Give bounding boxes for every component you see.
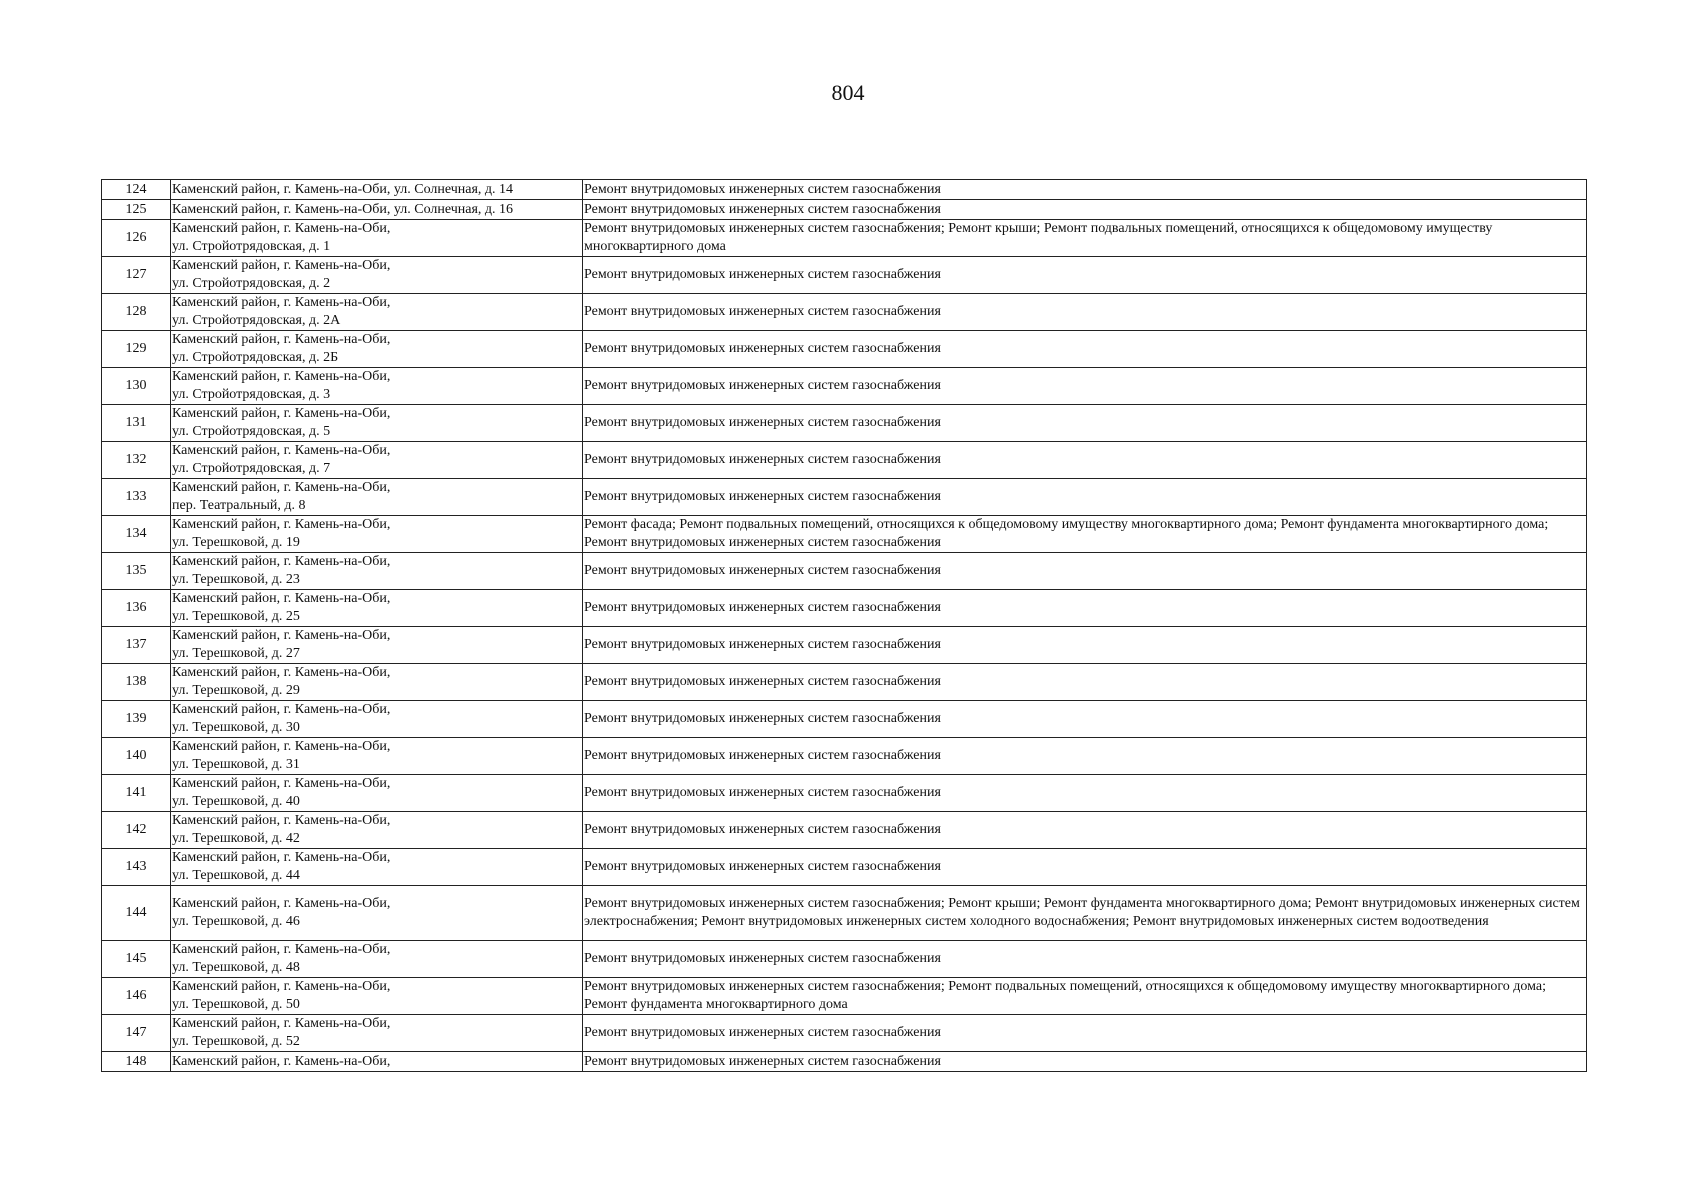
address-line: Каменский район, г. Камень-на-Оби,	[172, 850, 391, 865]
address-cell	[171, 200, 583, 220]
address-line: ул. Терешковой, д. 29	[172, 683, 300, 698]
address-line: Каменский район, г. Камень-на-Оби,	[172, 979, 391, 994]
row-number: 132	[102, 442, 171, 479]
address-cell	[171, 664, 583, 701]
row-number: 125	[102, 200, 171, 220]
work-description: Ремонт внутридомовых инженерных систем газоснабжения	[583, 849, 1587, 886]
table-row	[102, 479, 1587, 516]
table-row	[102, 664, 1587, 701]
row-number: 142	[102, 812, 171, 849]
row-number: 136	[102, 590, 171, 627]
row-number: 145	[102, 941, 171, 978]
table-row	[102, 516, 1587, 553]
work-description: Ремонт внутридомовых инженерных систем газоснабжения	[583, 775, 1587, 812]
address-cell	[171, 812, 583, 849]
address-line: Каменский район, г. Камень-на-Оби,	[172, 665, 391, 680]
address-cell	[171, 627, 583, 664]
work-description: Ремонт внутридомовых инженерных систем газоснабжения	[583, 331, 1587, 368]
address-line: ул. Стройотрядовская, д. 2А	[172, 313, 341, 328]
work-description: Ремонт внутридомовых инженерных систем газоснабжения	[583, 442, 1587, 479]
table-row	[102, 701, 1587, 738]
address-line: Каменский район, г. Камень-на-Оби,	[172, 332, 391, 347]
address-line: Каменский район, г. Камень-на-Оби,	[172, 554, 391, 569]
address-line: Каменский район, г. Камень-на-Оби,	[172, 517, 391, 532]
address-cell	[171, 442, 583, 479]
address-line: Каменский район, г. Камень-на-Оби,	[172, 628, 391, 643]
work-description: Ремонт внутридомовых инженерных систем газоснабжения	[583, 553, 1587, 590]
row-number: 126	[102, 220, 171, 257]
address-cell	[171, 978, 583, 1015]
table-row	[102, 442, 1587, 479]
work-description: Ремонт внутридомовых инженерных систем газоснабжения	[583, 180, 1587, 200]
table-row	[102, 1052, 1587, 1072]
address-line: Каменский район, г. Камень-на-Оби,	[172, 896, 391, 911]
address-cell	[171, 738, 583, 775]
address-cell	[171, 405, 583, 442]
work-description: Ремонт внутридомовых инженерных систем газоснабжения	[583, 941, 1587, 978]
address-line: Каменский район, г. Камень-на-Оби,	[172, 1016, 391, 1031]
address-line: Каменский район, г. Камень-на-Оби,	[172, 776, 391, 791]
table-row	[102, 220, 1587, 257]
address-cell	[171, 886, 583, 941]
row-number: 141	[102, 775, 171, 812]
work-description: Ремонт внутридомовых инженерных систем газоснабжения; Ремонт подвальных помещений, относящихся к общедомовому имуществу многоквартирного дома; Ремонт фундамента многоквартирного дома	[583, 978, 1587, 1015]
address-cell	[171, 849, 583, 886]
address-line: ул. Терешковой, д. 44	[172, 868, 300, 883]
table-row	[102, 738, 1587, 775]
works-table	[101, 179, 1587, 1072]
address-cell	[171, 294, 583, 331]
address-line: ул. Терешковой, д. 25	[172, 609, 300, 624]
row-number: 148	[102, 1052, 171, 1072]
work-description: Ремонт внутридомовых инженерных систем газоснабжения	[583, 664, 1587, 701]
address-cell	[171, 1052, 583, 1072]
address-line: ул. Стройотрядовская, д. 5	[172, 424, 331, 439]
work-description: Ремонт внутридомовых инженерных систем газоснабжения	[583, 812, 1587, 849]
address-line: Каменский район, г. Камень-на-Оби,	[172, 702, 391, 717]
table-row	[102, 294, 1587, 331]
work-description: Ремонт внутридомовых инженерных систем газоснабжения	[583, 479, 1587, 516]
address-line: Каменский район, г. Камень-на-Оби,	[172, 942, 391, 957]
row-number: 138	[102, 664, 171, 701]
table-row	[102, 941, 1587, 978]
address-line: Каменский район, г. Камень-на-Оби,	[172, 813, 391, 828]
row-number: 133	[102, 479, 171, 516]
address-line: Каменский район, г. Камень-на-Оби,	[172, 369, 391, 384]
address-line: ул. Терешковой, д. 31	[172, 757, 300, 772]
row-number: 130	[102, 368, 171, 405]
work-description: Ремонт внутридомовых инженерных систем газоснабжения	[583, 200, 1587, 220]
work-description: Ремонт внутридомовых инженерных систем газоснабжения; Ремонт крыши; Ремонт подвальных помещений, относящихся к общедомовому имуществу многоквартирного дома	[583, 220, 1587, 257]
row-number: 135	[102, 553, 171, 590]
address-line: ул. Терешковой, д. 23	[172, 572, 300, 587]
row-number: 124	[102, 180, 171, 200]
address-line: пер. Театральный, д. 8	[172, 498, 306, 513]
work-description: Ремонт внутридомовых инженерных систем газоснабжения	[583, 590, 1587, 627]
address-line: Каменский район, г. Камень-на-Оби,	[172, 1053, 391, 1069]
table-row	[102, 553, 1587, 590]
address-line: Каменский район, г. Камень-на-Оби, ул. Солнечная, д. 16	[172, 201, 514, 217]
table-row	[102, 775, 1587, 812]
row-number: 129	[102, 331, 171, 368]
address-cell	[171, 701, 583, 738]
work-description: Ремонт фасада; Ремонт подвальных помещений, относящихся к общедомовому имуществу многоквартирного дома; Ремонт фундамента многоквартирного дома; Ремонт внутридомовых инженерных систем газоснабжения	[583, 516, 1587, 553]
page-number: 804	[831, 80, 865, 105]
work-description: Ремонт внутридомовых инженерных систем газоснабжения	[583, 405, 1587, 442]
table-row	[102, 627, 1587, 664]
row-number: 143	[102, 849, 171, 886]
address-line: ул. Терешковой, д. 30	[172, 720, 300, 735]
address-cell	[171, 590, 583, 627]
table-row	[102, 812, 1587, 849]
row-number: 134	[102, 516, 171, 553]
address-line: ул. Стройотрядовская, д. 3	[172, 387, 331, 402]
address-line: Каменский район, г. Камень-на-Оби,	[172, 295, 391, 310]
address-cell	[171, 1015, 583, 1052]
address-line: Каменский район, г. Камень-на-Оби,	[172, 258, 391, 273]
address-line: ул. Стройотрядовская, д. 2	[172, 276, 331, 291]
table-row	[102, 200, 1587, 220]
row-number: 146	[102, 978, 171, 1015]
address-line: ул. Терешковой, д. 19	[172, 535, 300, 550]
address-line: ул. Терешковой, д. 42	[172, 831, 300, 846]
address-line: ул. Стройотрядовская, д. 2Б	[172, 350, 339, 365]
address-line: Каменский район, г. Камень-на-Оби,	[172, 406, 391, 421]
work-description: Ремонт внутридомовых инженерных систем газоснабжения	[583, 257, 1587, 294]
table-row	[102, 368, 1587, 405]
work-description: Ремонт внутридомовых инженерных систем газоснабжения	[583, 738, 1587, 775]
table-row	[102, 331, 1587, 368]
row-number: 139	[102, 701, 171, 738]
address-cell	[171, 479, 583, 516]
address-line: ул. Терешковой, д. 48	[172, 960, 300, 975]
table-row	[102, 405, 1587, 442]
table-row	[102, 886, 1587, 941]
row-number: 131	[102, 405, 171, 442]
address-line: ул. Терешковой, д. 46	[172, 914, 300, 929]
address-cell	[171, 257, 583, 294]
address-cell	[171, 941, 583, 978]
work-description: Ремонт внутридомовых инженерных систем газоснабжения	[583, 294, 1587, 331]
address-line: Каменский район, г. Камень-на-Оби,	[172, 480, 391, 495]
address-line: ул. Стройотрядовская, д. 1	[172, 239, 331, 254]
work-description: Ремонт внутридомовых инженерных систем газоснабжения	[583, 368, 1587, 405]
address-cell	[171, 180, 583, 200]
address-line: ул. Терешковой, д. 50	[172, 997, 300, 1012]
row-number: 137	[102, 627, 171, 664]
table-row	[102, 180, 1587, 200]
work-description: Ремонт внутридомовых инженерных систем газоснабжения	[583, 627, 1587, 664]
address-line: Каменский район, г. Камень-на-Оби,	[172, 591, 391, 606]
work-description: Ремонт внутридомовых инженерных систем газоснабжения	[583, 1052, 1587, 1072]
row-number: 147	[102, 1015, 171, 1052]
address-line: Каменский район, г. Камень-на-Оби,	[172, 443, 391, 458]
table-row	[102, 590, 1587, 627]
address-line: ул. Терешковой, д. 52	[172, 1034, 300, 1049]
address-line: ул. Стройотрядовская, д. 7	[172, 461, 331, 476]
row-number: 144	[102, 886, 171, 941]
address-line: Каменский район, г. Камень-на-Оби,	[172, 739, 391, 754]
table-row	[102, 1015, 1587, 1052]
row-number: 127	[102, 257, 171, 294]
address-cell	[171, 553, 583, 590]
row-number: 140	[102, 738, 171, 775]
table-row	[102, 849, 1587, 886]
address-cell	[171, 368, 583, 405]
work-description: Ремонт внутридомовых инженерных систем газоснабжения	[583, 701, 1587, 738]
address-cell	[171, 516, 583, 553]
table-row	[102, 978, 1587, 1015]
address-cell	[171, 331, 583, 368]
row-number: 128	[102, 294, 171, 331]
address-line: ул. Терешковой, д. 27	[172, 646, 300, 661]
address-line: Каменский район, г. Камень-на-Оби,	[172, 221, 391, 236]
address-cell	[171, 220, 583, 257]
address-cell	[171, 775, 583, 812]
work-description: Ремонт внутридомовых инженерных систем газоснабжения	[583, 1015, 1587, 1052]
work-description: Ремонт внутридомовых инженерных систем газоснабжения; Ремонт крыши; Ремонт фундамента многоквартирного дома; Ремонт внутридомовых инженерных систем электроснабжения; Ремонт внутридомовых инженерных систем холодного водоснабжения; Ремонт внутридомовых инженерных систем водоотведения	[583, 886, 1587, 941]
address-line: Каменский район, г. Камень-на-Оби, ул. Солнечная, д. 14	[172, 181, 514, 197]
table-row	[102, 257, 1587, 294]
table-body	[102, 180, 1587, 1072]
address-line: ул. Терешковой, д. 40	[172, 794, 300, 809]
